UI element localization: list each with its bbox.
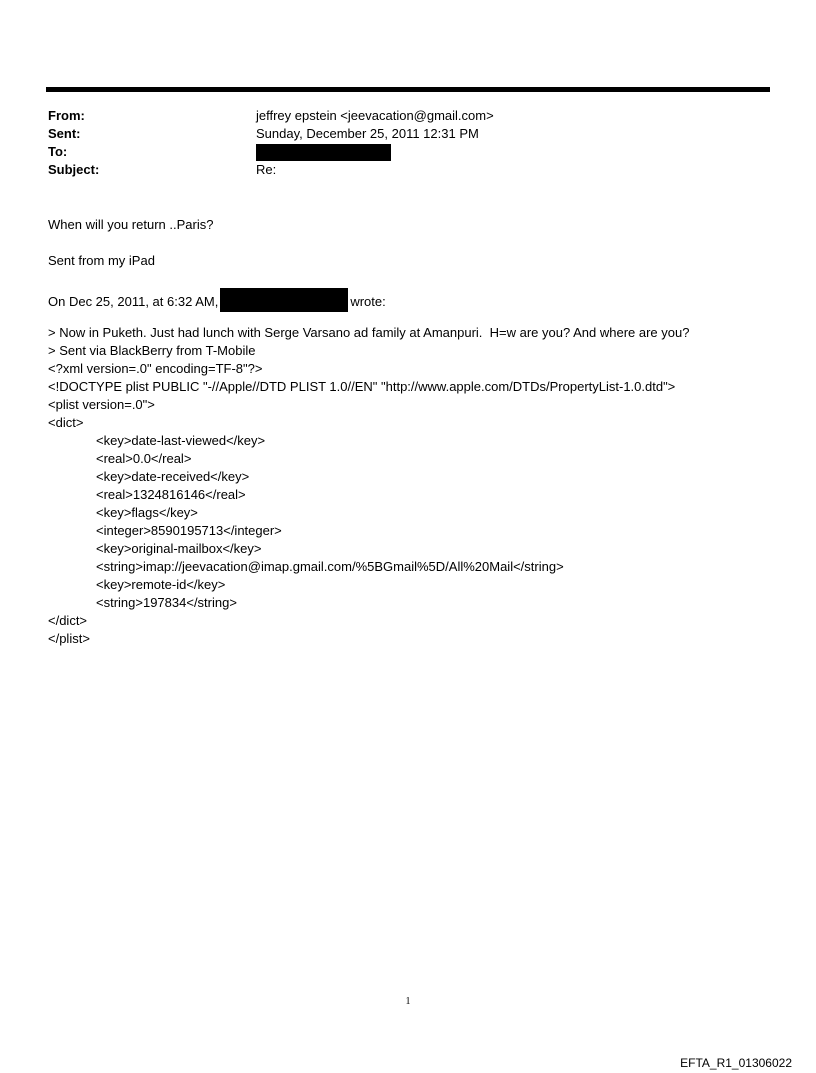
dict-line: <key>date-received</key>: [96, 469, 250, 484]
to-label: To:: [48, 144, 68, 159]
sent-row: [48, 125, 748, 143]
header-rule: [46, 87, 770, 92]
xml-line: <dict>: [48, 415, 84, 430]
to-row: [48, 143, 748, 161]
to-value: [256, 143, 391, 161]
dict-line: <key>original-mailbox</key>: [96, 541, 262, 556]
dict-line: <key>date-last-viewed</key>: [96, 433, 266, 448]
redaction-box: [220, 288, 348, 312]
page-number: 1: [405, 996, 411, 1007]
xml-line: <!DOCTYPE plist PUBLIC "-//Apple//DTD PLIST 1.0//EN" "http://www.apple.com/DTDs/PropertyList-1.0.dtd">: [48, 379, 676, 394]
wrote-prefix: On Dec 25, 2011, at 6:32 AM,: [48, 294, 219, 309]
quoted-line: > Sent via BlackBerry from T-Mobile: [48, 343, 256, 358]
dict-line: <key>remote-id</key>: [96, 577, 226, 592]
xml-line: </dict>: [48, 613, 88, 628]
sent-label: Sent:: [48, 126, 81, 141]
dict-line: <string>197834</string>: [96, 595, 237, 610]
from-label: From:: [48, 108, 85, 123]
subject-label: Subject:: [48, 162, 100, 177]
from-row: [48, 107, 748, 125]
bates-number: EFTA_R1_01306022: [680, 1056, 792, 1070]
dict-line: <key>flags</key>: [96, 505, 198, 520]
redaction-box: [256, 144, 391, 161]
xml-line: </plist>: [48, 631, 90, 646]
message-line: When will you return ..Paris?: [48, 217, 214, 232]
from-value: jeffrey epstein <jeevacation@gmail.com>: [256, 108, 494, 123]
dict-line: <string>imap://jeevacation@imap.gmail.com/%5BGmail%5D/All%20Mail</string>: [96, 559, 564, 574]
wrote-suffix: wrote:: [350, 294, 386, 309]
email-header: [48, 107, 748, 179]
subject-value: Re:: [256, 162, 277, 177]
xml-line: <?xml version=.0" encoding=TF-8"?>: [48, 361, 263, 376]
xml-line: <plist version=.0">: [48, 397, 155, 412]
subject-row: [48, 161, 748, 179]
wrote-line: [48, 288, 788, 309]
dict-line: <integer>8590195713</integer>: [96, 523, 282, 538]
sent-value: Sunday, December 25, 2011 12:31 PM: [256, 126, 479, 141]
dict-line: <real>0.0</real>: [96, 451, 192, 466]
quoted-line: > Now in Puketh. Just had lunch with Serge Varsano ad family at Amanpuri. H=w are you? And where are you?: [48, 325, 690, 340]
signature-line: Sent from my iPad: [48, 253, 155, 268]
dict-line: <real>1324816146</real>: [96, 487, 246, 502]
email-body: [48, 216, 788, 648]
